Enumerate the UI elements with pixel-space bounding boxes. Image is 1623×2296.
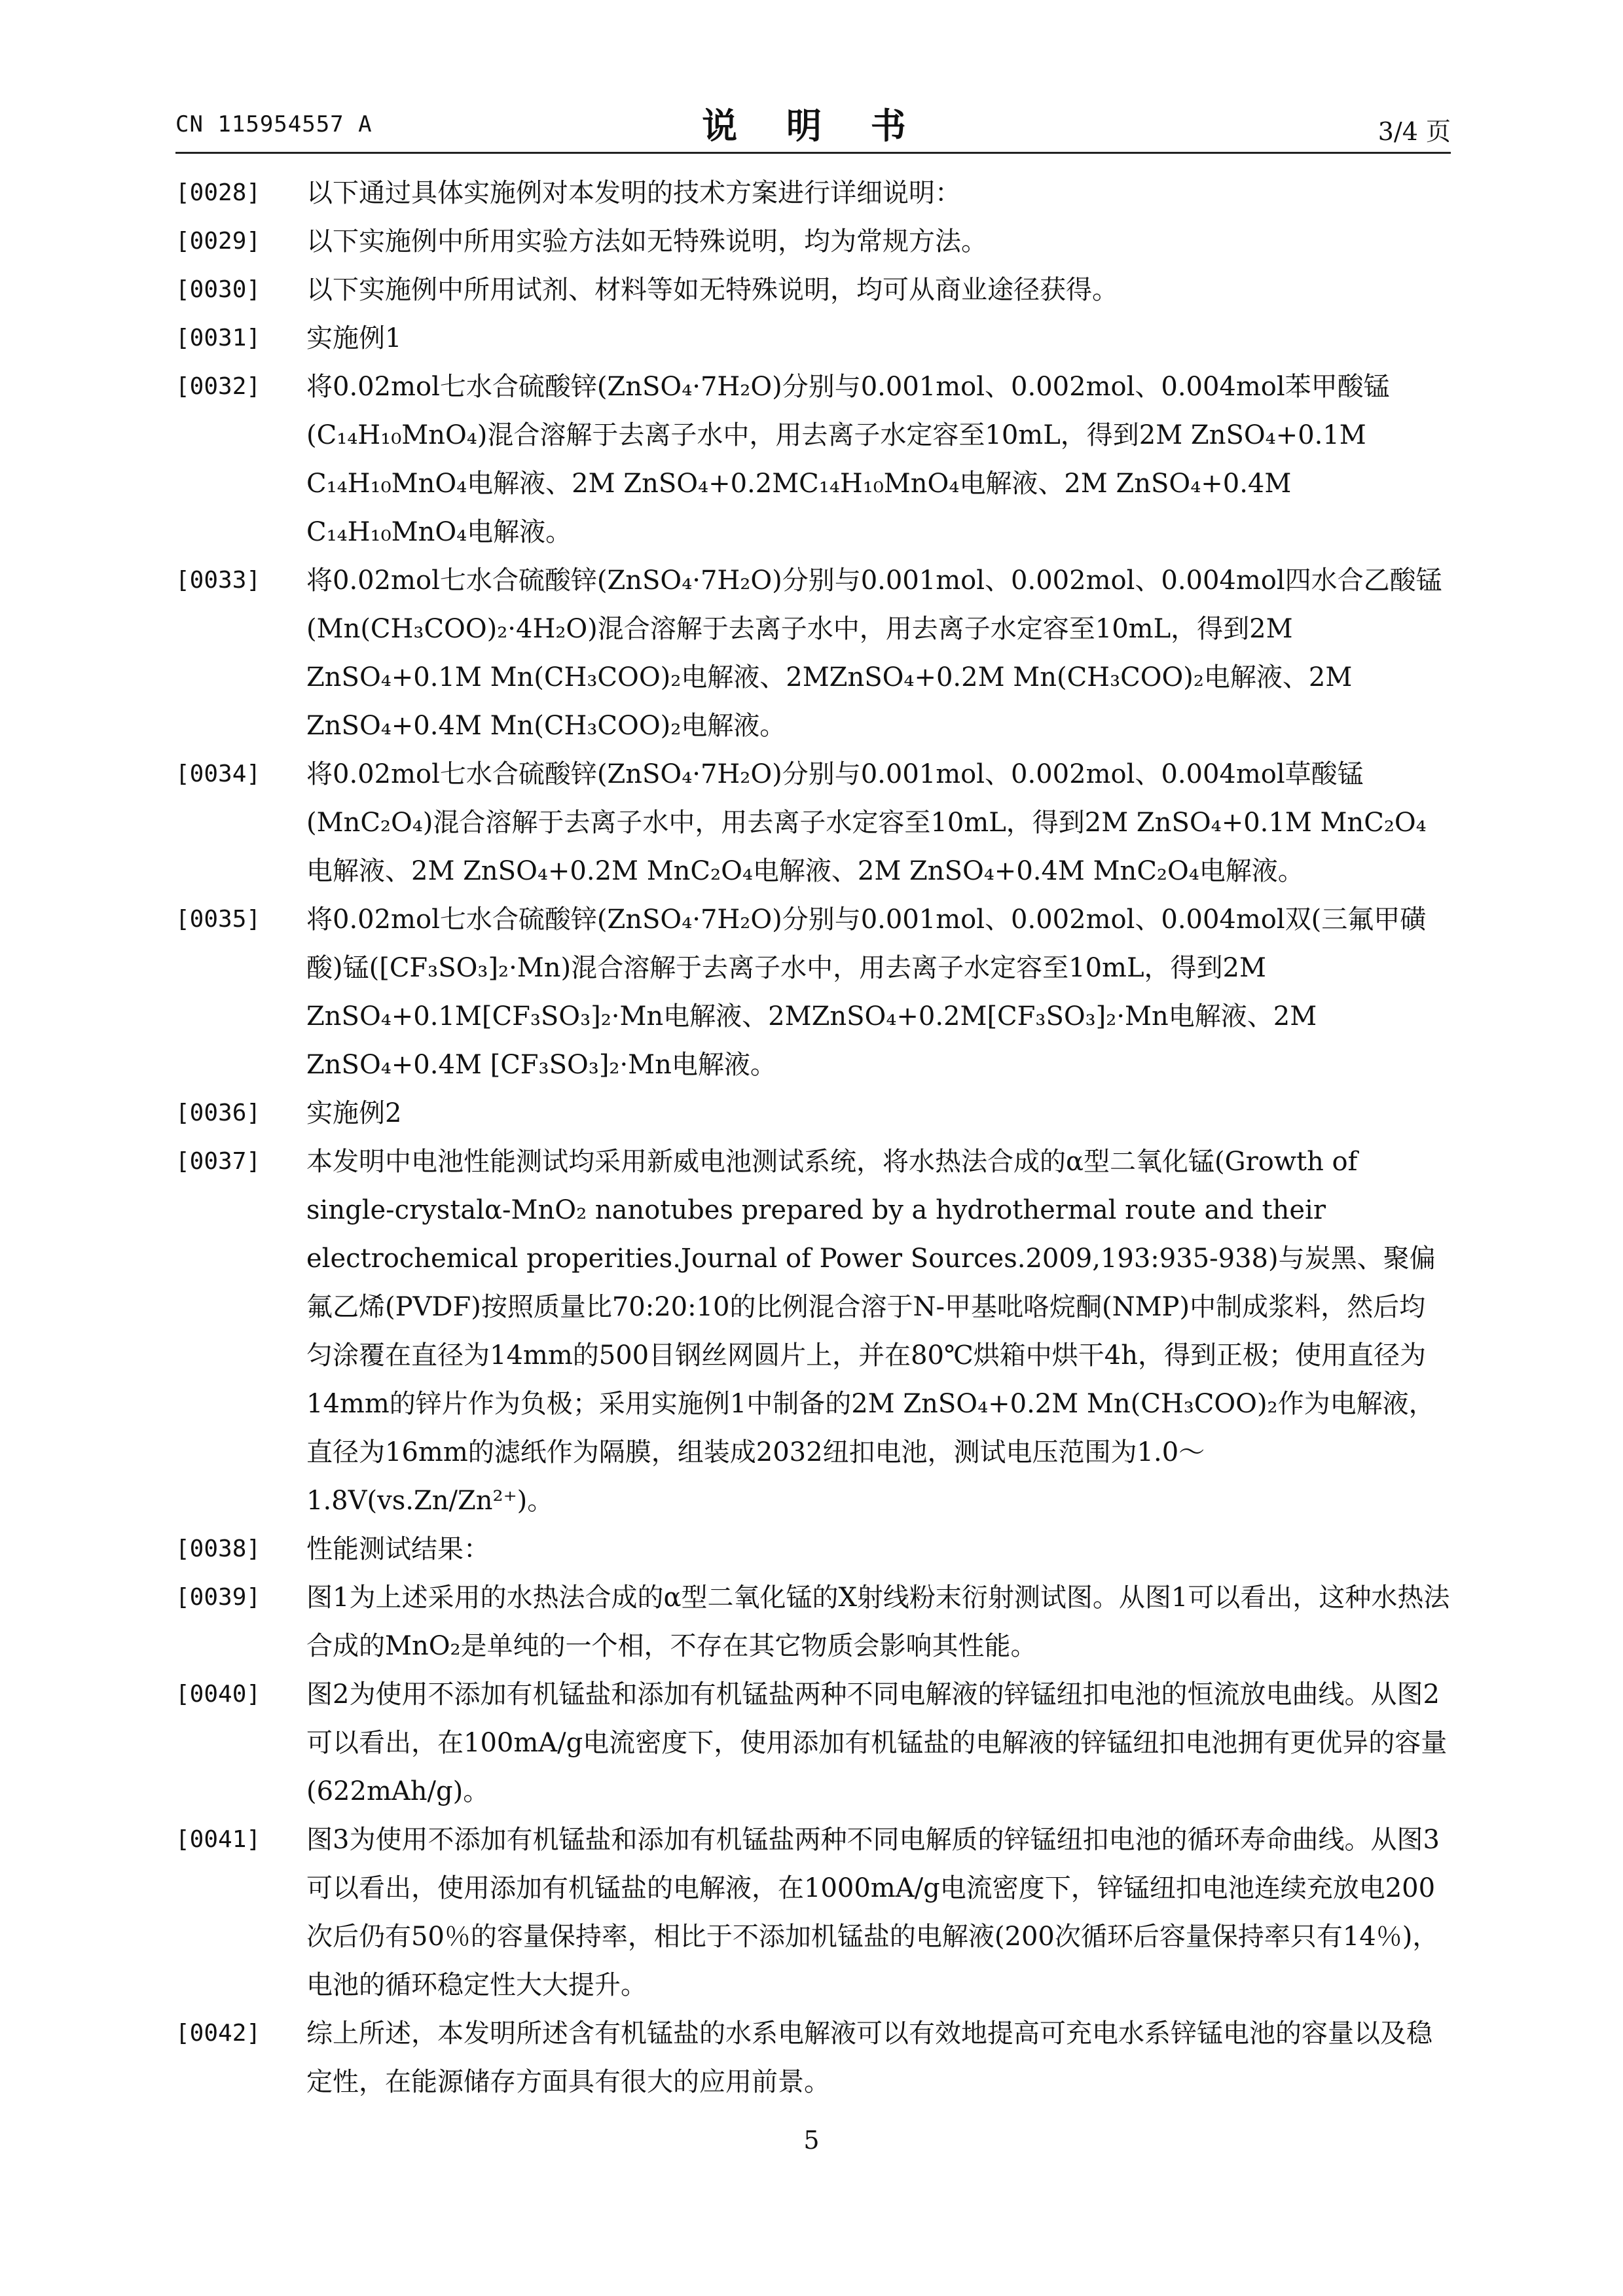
document-body	[175, 169, 1451, 2106]
paragraph-number: [0032]	[175, 373, 261, 400]
paragraph-text: 本发明中电池性能测试均采用新威电池测试系统，将水热法合成的α型二氧化锰(Growth of single-crystalα-MnO₂ nanotubes prepared by a hydrothermal route and their electrochemical properities.Journal of Power Sources.2009,193:935-938)与炭黑、聚偏氟乙烯(PVDF)按照质量比70:20:10的比例混合溶于N-甲基吡咯烷酮(NMP)中制成浆料，然后均匀涂覆在直径为14mm的500目钢丝网圆片上，并在80℃烘箱中烘干4h，得到正极；使用直径为14mm的锌片作为负极；采用实施例1中制备的2M ZnSO₄+0.2M Mn(CH₃COO)₂作为电解液，直径为16mm的滤纸作为隔膜，组装成2032纽扣电池，测试电压范围为1.0～1.8V(vs.Zn/Zn²⁺)。	[306, 1147, 1436, 1516]
section-heading: 实施例1	[306, 323, 402, 353]
paragraph	[175, 314, 1451, 363]
paragraph-text: 将0.02mol七水合硫酸锌(ZnSO₄·7H₂O)分别与0.001mol、0.002mol、0.004mol草酸锰(MnC₂O₄)混合溶解于去离子水中，用去离子水定容至10mL，得到2M ZnSO₄+0.1M MnC₂O₄电解液、2M ZnSO₄+0.2M MnC₂O₄电解液、2M ZnSO₄+0.4M MnC₂O₄电解液。	[306, 759, 1427, 886]
page-number: 5	[803, 2126, 820, 2155]
paragraph-text: 以下实施例中所用实验方法如无特殊说明，均为常规方法。	[306, 226, 987, 257]
paragraph-number: [0041]	[175, 1826, 261, 1853]
paragraph	[175, 266, 1451, 314]
paragraph-text: 将0.02mol七水合硫酸锌(ZnSO₄·7H₂O)分别与0.001mol、0.002mol、0.004mol双(三氟甲磺酸)锰([CF₃SO₃]₂·Mn)混合溶解于去离子水中，用去离子水定容至10mL，得到2M ZnSO₄+0.1M[CF₃SO₃]₂·Mn电解液、2MZnSO₄+0.2M[CF₃SO₃]₂·Mn电解液、2M ZnSO₄+0.4M [CF₃SO₃]₂·Mn电解液。	[306, 905, 1427, 1080]
paragraph-number: [0040]	[175, 1681, 261, 1708]
paragraph-number: [0035]	[175, 906, 261, 933]
patent-number: CN 115954557 A	[175, 111, 373, 137]
page-header	[175, 98, 1451, 151]
paragraph-number: [0028]	[175, 179, 261, 206]
paragraph-number: [0042]	[175, 2020, 261, 2047]
page-marker: 3/4 页	[1377, 117, 1451, 146]
paragraph-number: [0034]	[175, 761, 261, 787]
paragraph	[175, 363, 1451, 556]
paragraph-number: [0038]	[175, 1535, 261, 1562]
paragraph	[175, 169, 1451, 217]
paragraph	[175, 750, 1451, 895]
paragraph-number: [0036]	[175, 1100, 261, 1126]
section-heading: 实施例2	[306, 1098, 402, 1128]
paragraph-number: [0029]	[175, 228, 261, 255]
paragraph-text: 图3为使用不添加有机锰盐和添加有机锰盐两种不同电解质的锌锰纽扣电池的循环寿命曲线。从图3可以看出，使用添加有机锰盐的电解液，在1000mA/g电流密度下，锌锰纽扣电池连续充放电200次后仍有50％的容量保持率，相比于不添加机锰盐的电解液(200次循环后容量保持率只有14％)，电池的循环稳定性大大提升。	[306, 1825, 1440, 2000]
paragraph-text: 将0.02mol七水合硫酸锌(ZnSO₄·7H₂O)分别与0.001mol、0.002mol、0.004mol苯甲酸锰(C₁₄H₁₀MnO₄)混合溶解于去离子水中，用去离子水定容至10mL，得到2M ZnSO₄+0.1M C₁₄H₁₀MnO₄电解液、2M ZnSO₄+0.2MC₁₄H₁₀MnO₄电解液、2M ZnSO₄+0.4M C₁₄H₁₀MnO₄电解液。	[306, 372, 1390, 547]
paragraph-number: [0031]	[175, 325, 261, 351]
paragraph-number: [0039]	[175, 1584, 261, 1611]
paragraph-number: [0037]	[175, 1148, 261, 1175]
paragraph	[175, 1525, 1451, 1573]
paragraph	[175, 2009, 1451, 2106]
paragraph	[175, 1138, 1451, 1525]
paragraph	[175, 895, 1451, 1089]
paragraph	[175, 1670, 1451, 1816]
paragraph	[175, 217, 1451, 266]
paragraph	[175, 1816, 1451, 2009]
header-rule	[175, 152, 1451, 154]
paragraph-number: [0030]	[175, 276, 261, 303]
paragraph-number: [0033]	[175, 567, 261, 594]
paragraph	[175, 1573, 1451, 1670]
paragraph-text: 以下通过具体实施例对本发明的技术方案进行详细说明：	[306, 178, 961, 208]
paragraph	[175, 1089, 1451, 1138]
paragraph-text: 图1为上述采用的水热法合成的α型二氧化锰的X射线粉末衍射测试图。从图1可以看出，这种水热法合成的MnO₂是单纯的一个相，不存在其它物质会影响其性能。	[306, 1583, 1450, 1661]
paragraph-text: 以下实施例中所用试剂、材料等如无特殊说明，均可从商业途径获得。	[306, 275, 1118, 305]
paragraph-text: 将0.02mol七水合硫酸锌(ZnSO₄·7H₂O)分别与0.001mol、0.002mol、0.004mol四水合乙酸锰(Mn(CH₃COO)₂·4H₂O)混合溶解于去离子水中，用去离子水定容至10mL，得到2M ZnSO₄+0.1M Mn(CH₃COO)₂电解液、2MZnSO₄+0.2M Mn(CH₃COO)₂电解液、2M ZnSO₄+0.4M Mn(CH₃COO)₂电解液。	[306, 565, 1442, 741]
paragraph-text: 综上所述，本发明所述含有机锰盐的水系电解液可以有效地提高可充电水系锌锰电池的容量以及稳定性，在能源储存方面具有很大的应用前景。	[306, 2018, 1432, 2097]
paragraph	[175, 556, 1451, 750]
document-title: 说 明 书	[702, 105, 924, 147]
section-heading: 性能测试结果：	[306, 1534, 490, 1564]
paragraph-text: 图2为使用不添加有机锰盐和添加有机锰盐两种不同电解液的锌锰纽扣电池的恒流放电曲线。从图2可以看出，在100mA/g电流密度下，使用添加有机锰盐的电解液的锌锰纽扣电池拥有更优异的容量(622mAh/g)。	[306, 1679, 1448, 1806]
